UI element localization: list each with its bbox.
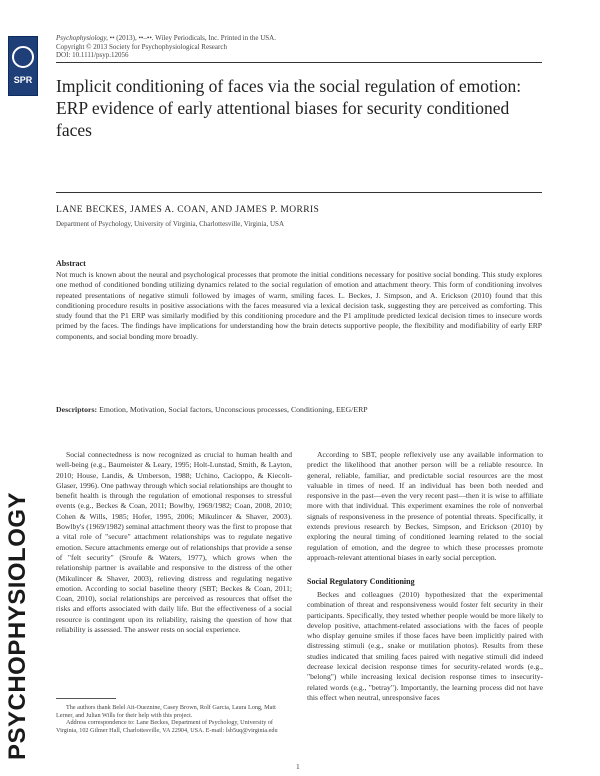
- logo-text: SPR: [13, 75, 33, 85]
- body-paragraph: Beckes and colleagues (2010) hypothesized that the experimental combination of threat and responsiveness would foster felt security in their participants. Specifically, they tested whether people would be more likely to develop positive, attachment-related associations with the faces of people who display genuine smiles if those faces have been implicitly paired with distressing stimuli (e.g., snake or mutilation photos). Results from these studies indicated that smiling faces paired with negative stimuli did indeed decrease lexical decision response times for security-related words (e.g., "belong") while increasing lexical decision response times to insecurity-related words (e.g., "betray"). Importantly, the learning process did not have this effect when neutral, unresponsive faces: [307, 590, 543, 702]
- footnote-rule: [56, 698, 116, 699]
- article-title: Implicit conditioning of faces via the social regulation of emotion: ERP evidence of early attentional biases for security conditioned faces: [56, 76, 522, 140]
- journal-side-title: PSYCHOPHYSIOLOGY: [4, 491, 31, 760]
- footnote-correspondence: Address correspondence to: Lane Beckes, Department of Psychology, University of Virginia, 102 Gilmer Hall, Charlottesville, VA 22904, USA. E-mail: lsb5uq@virginia.edu: [56, 719, 278, 734]
- affiliation: Department of Psychology, University of Virginia, Charlottesville, Virginia, USA: [56, 220, 284, 228]
- page-number: 1: [296, 762, 300, 771]
- title-rule: [56, 192, 542, 193]
- descriptors-label: Descriptors:: [56, 405, 98, 414]
- body-column-left: [56, 450, 292, 635]
- meta-line1: •• (2013), ••–••. Wiley Periodicals, Inc. Printed in the USA.: [107, 34, 276, 42]
- abstract-heading: Abstract: [56, 259, 86, 268]
- journal-name: Psychophysiology,: [56, 34, 108, 42]
- meta-copyright: Copyright © 2013 Society for Psychophysiological Research: [56, 42, 227, 51]
- logo-ring-icon: [12, 46, 34, 68]
- body-paragraph: According to SBT, people reflexively use any available information to predict the likelihood that another person will be a reliable resource. In general, reliable, familiar, and predictable social resources are the most valuable in times of need. If an individual has been both needed and responsive in the past—even the very recent past—then it is wise to affiliate more with that individual. This experiment examines the role of nonverbal signals of responsiveness in the presence of potential threats. Specifically, it extends previous research by Beckes, Simpson, and Erickson (2010) by exploring the neural timing of conditioned learning related to the social regulation of emotion, and the degree to which these processes promote approach-relevant attentional biases in early social perception.: [307, 450, 543, 562]
- header-rule: [56, 62, 542, 63]
- descriptors-list: Emotion, Motivation, Social factors, Unconscious processes, Conditioning, EEG/ERP: [97, 405, 368, 414]
- section-heading: Social Regulatory Conditioning: [307, 577, 415, 586]
- publication-meta: [56, 34, 276, 60]
- body-column-right: [307, 450, 543, 563]
- footnote: [56, 704, 292, 734]
- meta-doi: DOI: 10.1111/psyp.12056: [56, 51, 129, 59]
- footnote-acknowledgment: The authors thank Belel Ait-Oueznine, Casey Brown, Rolf Garcia, Laura Long, Matt Lerner, and Julian Wills for their help with this project.: [56, 704, 276, 719]
- descriptors: [56, 405, 542, 414]
- abstract-text: Not much is known about the neural and psychological processes that promote the initial conditions necessary for positive social bonding. This study explores one method of conditioned bonding utilizing dynamics related to the social regulation of emotion and attachment theory. This form of conditioning involves repeated presentations of negative stimuli followed by images of warm, smiling faces. L. Beckes, J. Simpson, and A. Erickson (2010) found that this conditioning procedure results in positive associations with the faces measured via a lexical decision task, suggesting they are perceived as comforting. This study found that the P1 ERP was similarly modified by this conditioning procedure and the P1 amplitude predicted lexical decision times to insecure words primed by the faces. The findings have implications for understanding how the brain detects supportive people, the flexibility and modifiability of early ERP components, and social bonding more broadly.: [56, 270, 542, 341]
- authors: LANE BECKES, JAMES A. COAN, AND JAMES P. MORRIS: [56, 205, 320, 215]
- body-paragraph: Social connectedness is now recognized as crucial to human health and well-being (e.g., Baumeister & Leary, 1995; Holt-Lunstad, Smith, & Layton, 2010; House, Landis, & Umberson, 1988; Uchino, Cacioppo, & Kiecolt-Glaser, 1996). One pathway through which social relationships are thought to benefit health is through the regulation of emotional responses to stressful events (e.g., Beckes & Coan, 2011; Bowlby, 1969/1982; Coan, 2008, 2010; Cohen & Wills, 1985; Hofer, 1995, 2006; Mikulincer & Shaver, 2003). Bowlby's (1969/1982) seminal attachment theory was the first to propose that a vital role of "secure" attachment relationships was to regulate negative emotion. Secure attachments emerge out of relationships that provide a sense of "felt security" (Sroufe & Waters, 1977), which grows when the relationship partner is available and responsive to the distress of the other (Mikulincer & Shaver, 2003), relieving distress and regulating negative emotion. According to social baseline theory (SBT; Beckes & Coan, 2011; Coan, 2010), social relationships are perceived as resources that offset the risks and efforts associated with daily life. But the effectiveness of a social resource is contingent upon its reliability, raising the question of how that reliability is assessed. The answer rests on social experience.: [56, 450, 292, 635]
- journal-logo: [8, 36, 38, 96]
